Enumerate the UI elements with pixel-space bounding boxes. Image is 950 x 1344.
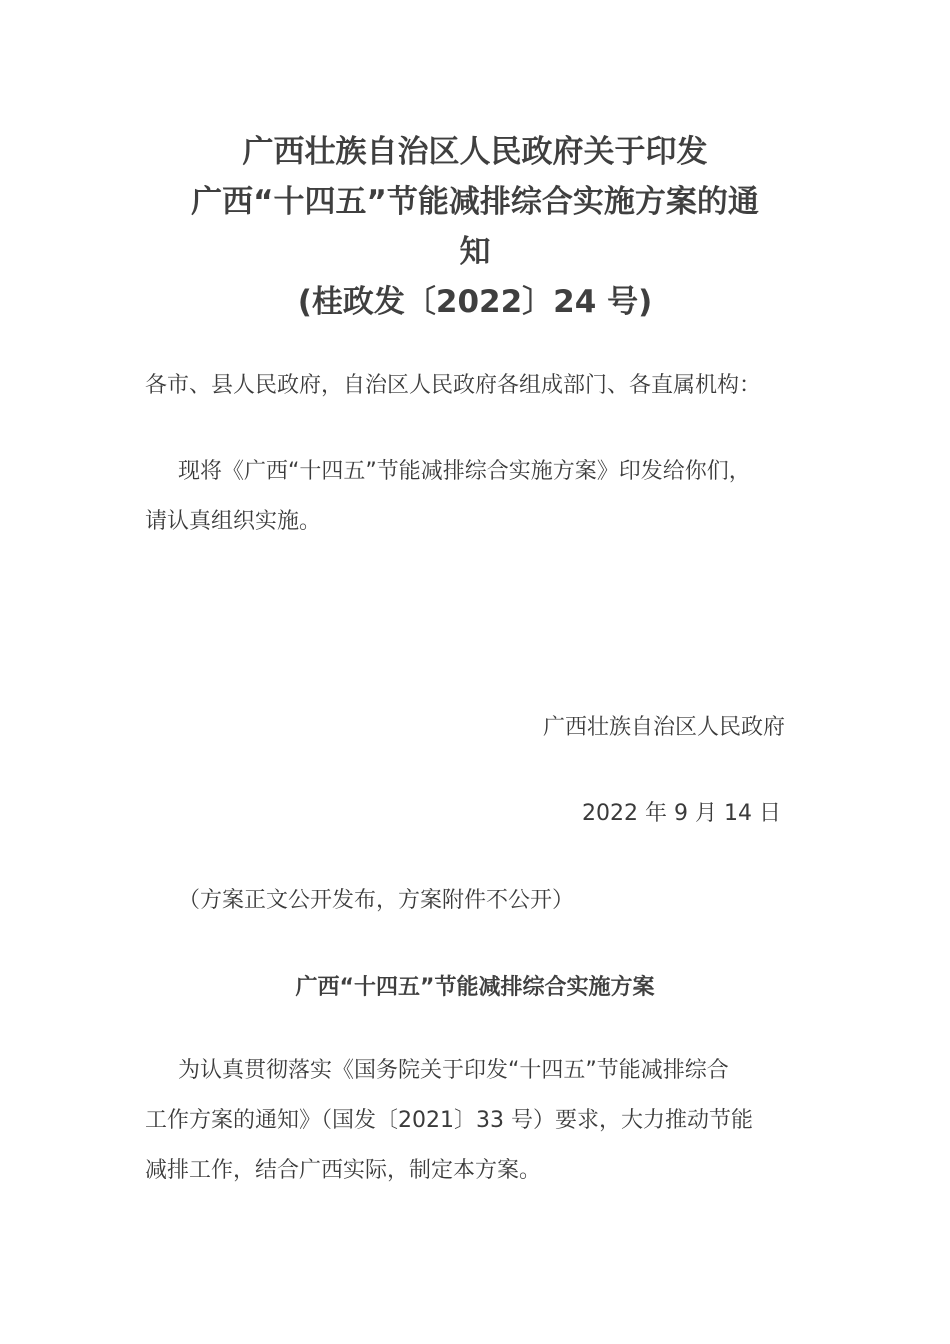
document-title-line-3: 知 bbox=[459, 234, 491, 270]
intro-line-2: 工作方案的通知》（国发〔2021〕33 号）要求，大力推动节能 bbox=[145, 1108, 753, 1133]
plan-title: 广西“十四五”节能减排综合实施方案 bbox=[295, 975, 655, 1000]
salutation: 各市、县人民政府，自治区人民政府各组成部门、各直属机构： bbox=[145, 373, 762, 398]
document-title-line-2: 广西“十四五”节能减排综合实施方案的通 bbox=[191, 184, 759, 220]
intro-line-3: 减排工作，结合广西实际，制定本方案。 bbox=[145, 1158, 542, 1183]
issuer-signature: 广西壮族自治区人民政府 bbox=[543, 715, 786, 740]
notice-line-2: 请认真组织实施。 bbox=[145, 509, 322, 534]
notice-line-1: 现将《广西“十四五”节能减排综合实施方案》印发给你们， bbox=[178, 459, 751, 484]
issue-date: 2022 年 9 月 14 日 bbox=[582, 801, 781, 826]
document-number: (桂政发〔2022〕24 号) bbox=[297, 284, 653, 320]
intro-line-1: 为认真贯彻落实《国务院关于印发“十四五”节能减排综合 bbox=[178, 1058, 729, 1083]
disclosure-note: （方案正文公开发布，方案附件不公开） bbox=[178, 888, 575, 913]
document-title-line-1: 广西壮族自治区人民政府关于印发 bbox=[242, 134, 708, 170]
